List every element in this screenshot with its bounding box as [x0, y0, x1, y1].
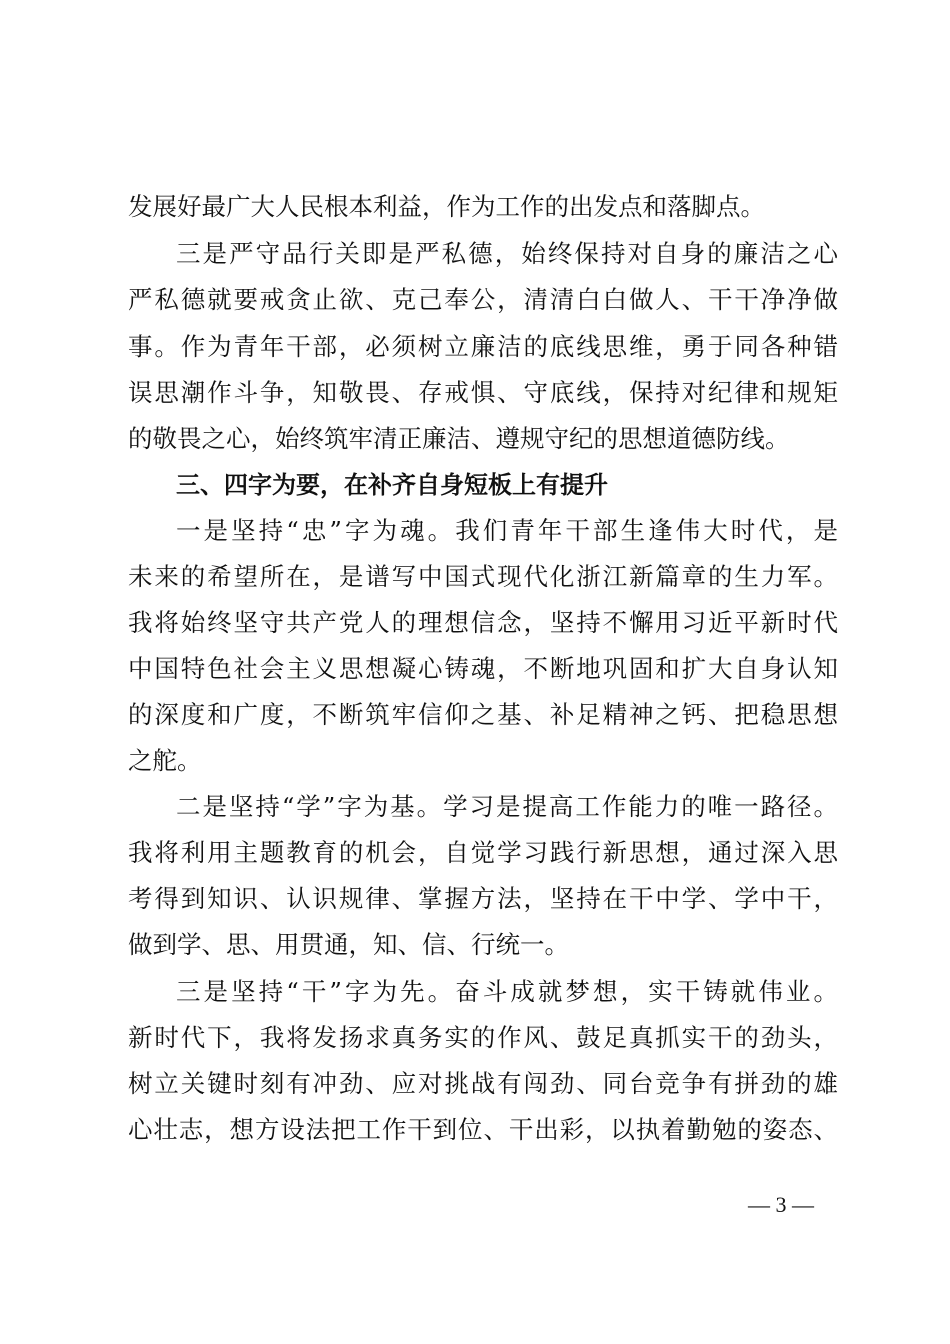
body-line-14: 二是坚持“学”字为基。学习是提高工作能力的唯一路径。 [176, 792, 838, 821]
body-line-1: 发展好最广大人民根本利益，作为工作的出发点和落脚点。 [128, 192, 765, 221]
body-line-21: 心壮志，想方设法把工作干到位、干出彩，以执着勤勉的姿态、 [128, 1115, 838, 1144]
body-line-20: 树立关键时刻有冲劲、应对挑战有闯劲、同台竞争有拼劲的雄 [128, 1069, 838, 1098]
body-line-3: 严私德就要戒贪止欲、克己奉公，清清白白做人、干干净净做 [128, 285, 838, 314]
body-line-10: 我将始终坚守共产党人的理想信念，坚持不懈用习近平新时代 [128, 608, 838, 637]
section-heading: 三、四字为要，在补齐自身短板上有提升 [176, 471, 608, 499]
body-line-8: 一是坚持“忠”字为魂。我们青年干部生逢伟大时代，是 [176, 516, 838, 545]
body-line-17: 做到学、思、用贯通，知、信、行统一。 [128, 930, 569, 959]
body-line-4: 事。作为青年干部，必须树立廉洁的底线思维，勇于同各种错 [128, 332, 838, 361]
page-number: — 3 — [748, 1192, 814, 1217]
body-line-15: 我将利用主题教育的机会，自觉学习践行新思想，通过深入思 [128, 838, 838, 867]
body-line-16: 考得到知识、认识规律、掌握方法，坚持在干中学、学中干， [128, 884, 838, 913]
body-line-19: 新时代下，我将发扬求真务实的作风、鼓足真抓实干的劲头， [128, 1023, 838, 1052]
body-line-18: 三是坚持“干”字为先。奋斗成就梦想，实干铸就伟业。 [176, 977, 838, 1006]
body-line-6: 的敬畏之心，始终筑牢清正廉洁、遵规守纪的思想道德防线。 [128, 424, 790, 453]
body-line-5: 误思潮作斗争，知敬畏、存戒惧、守底线，保持对纪律和规矩 [128, 378, 838, 407]
body-line-13: 之舵。 [128, 746, 202, 775]
body-line-11: 中国特色社会主义思想凝心铸魂，不断地巩固和扩大自身认知 [128, 654, 838, 683]
body-line-2: 三是严守品行关即是严私德，始终保持对自身的廉洁之心 [176, 239, 838, 268]
body-line-9: 未来的希望所在，是谱写中国式现代化浙江新篇章的生力军。 [128, 562, 838, 591]
body-line-12: 的深度和广度，不断筑牢信仰之基、补足精神之钙、把稳思想 [128, 700, 838, 729]
